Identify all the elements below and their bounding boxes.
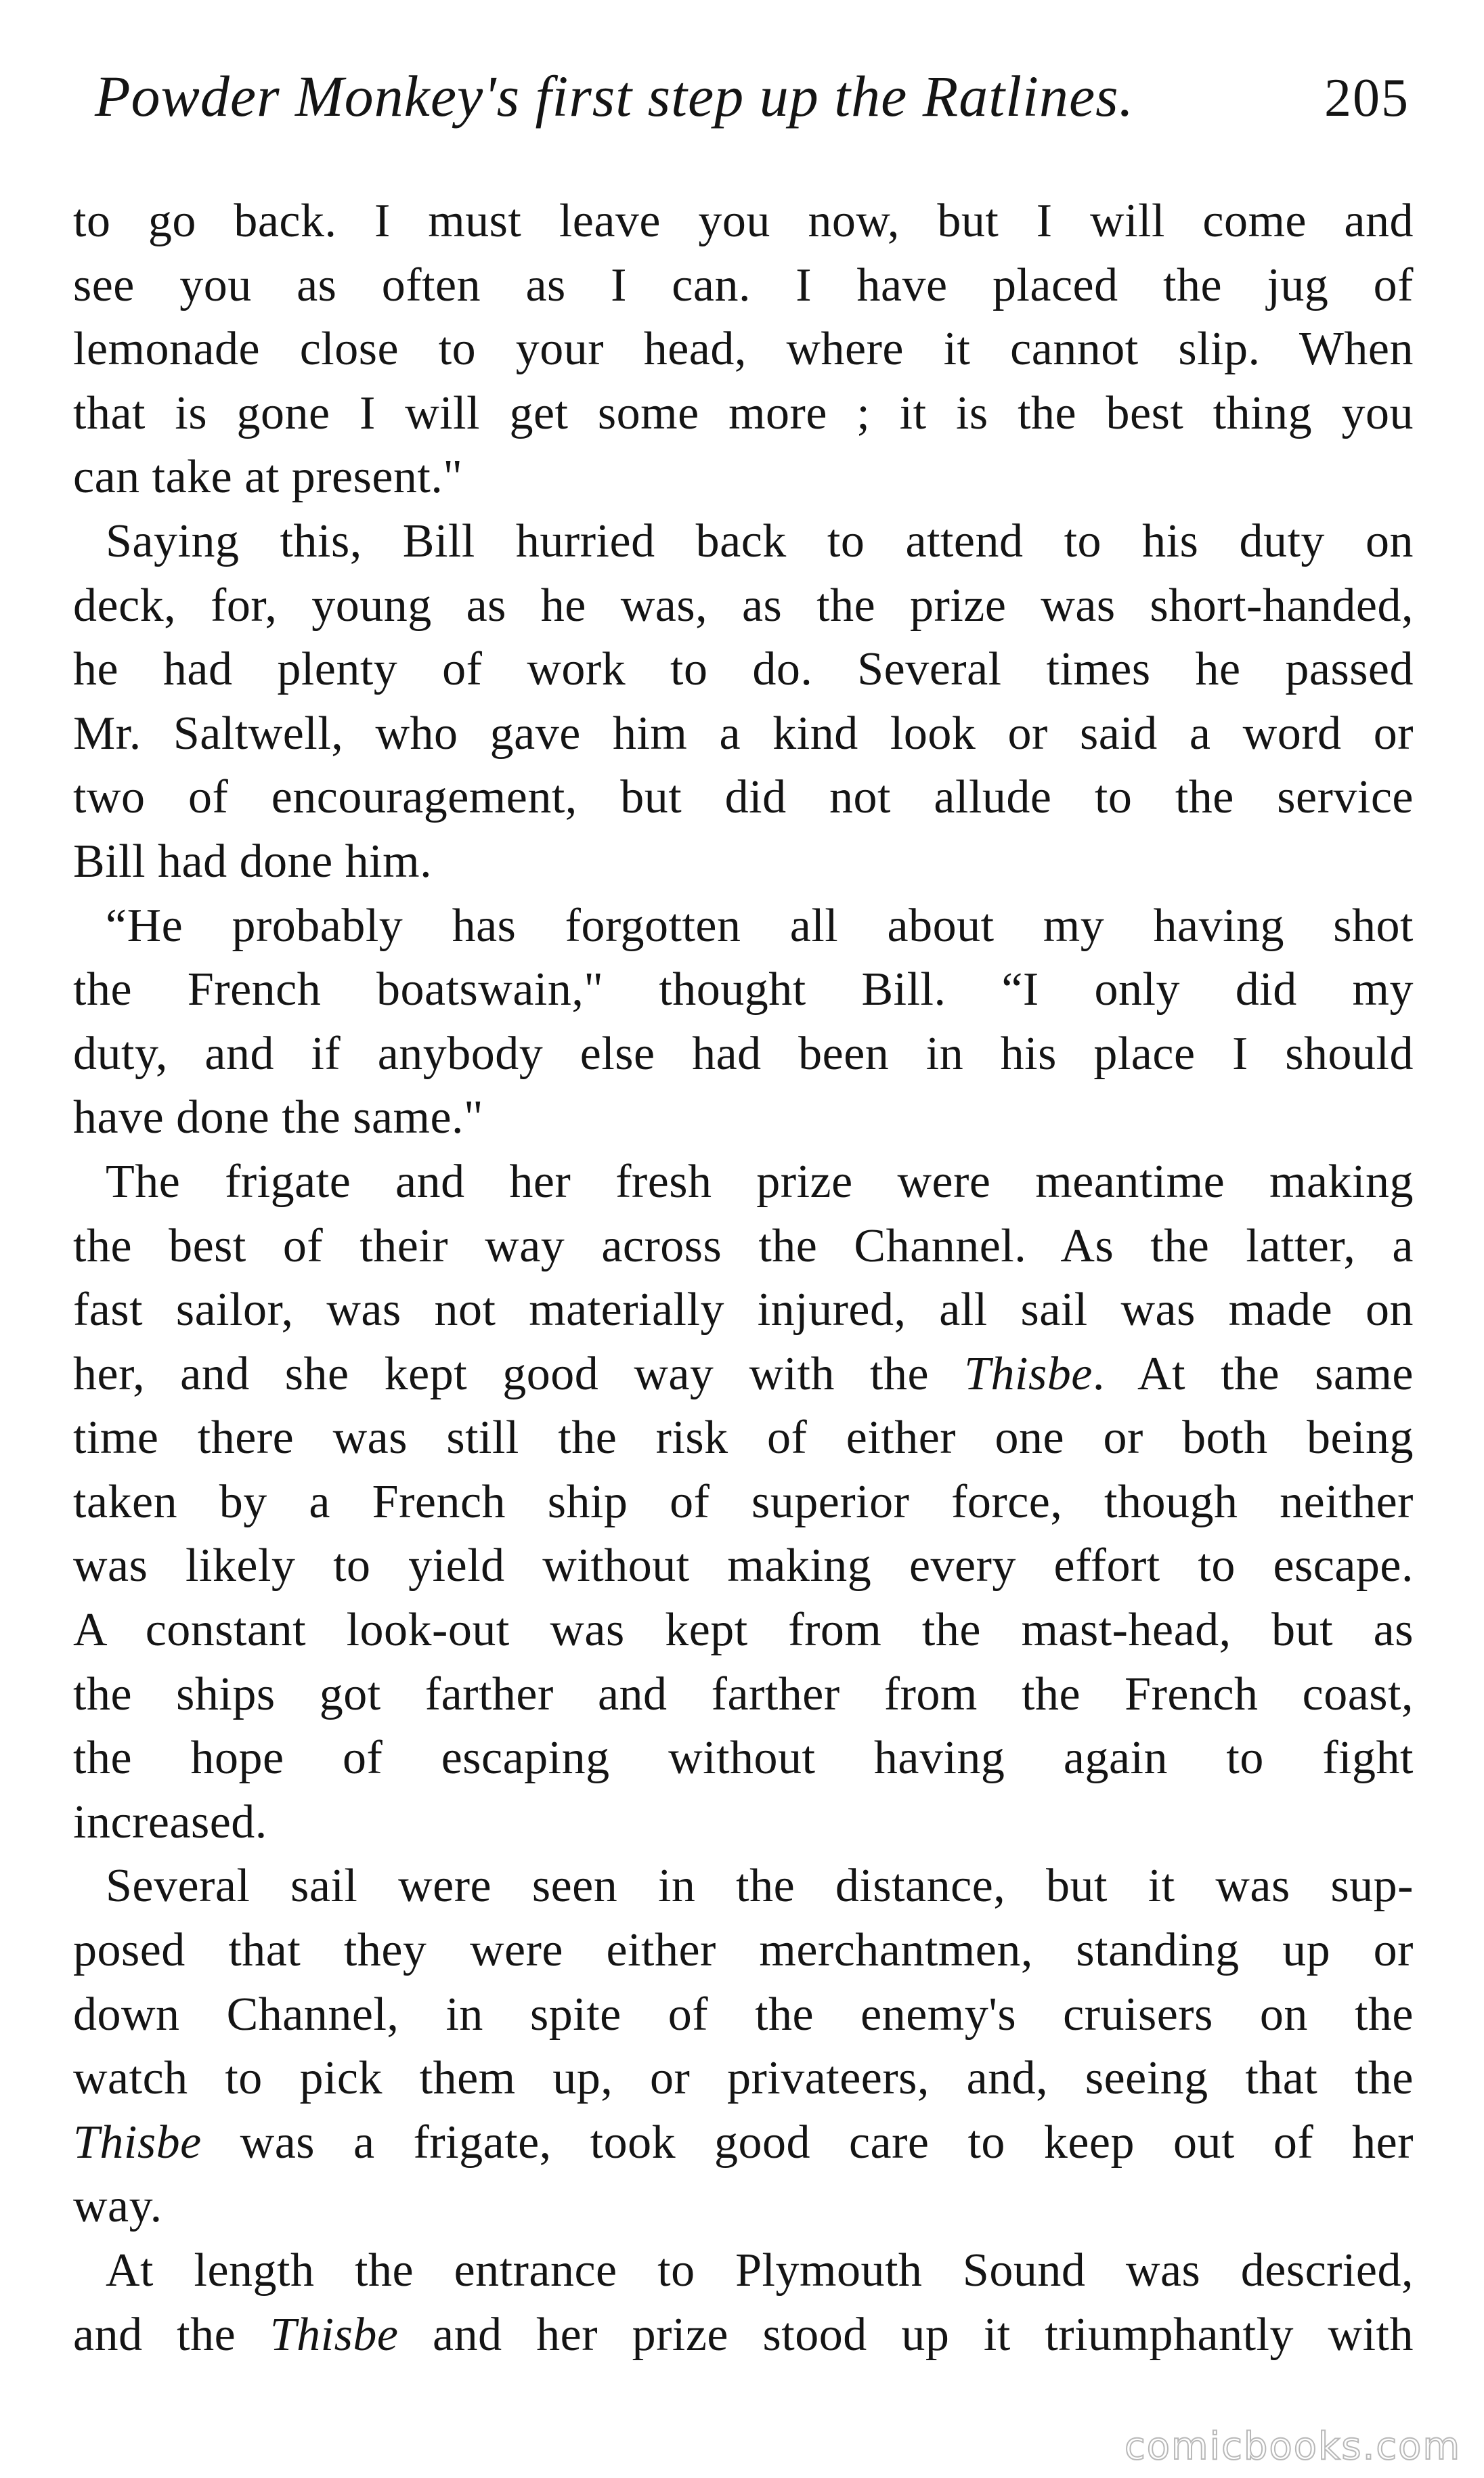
- text-line: taken by a French ship of superior force, though neither: [73, 1475, 1414, 1528]
- text-line: her, and she kept good way with the Thisbe. At the same: [73, 1347, 1414, 1400]
- text-line: to go back. I must leave you now, but I will come and: [73, 195, 1414, 247]
- text-line: lemonade close to your head, where it cannot slip. When: [73, 323, 1414, 376]
- text-line: Bill had done him.: [73, 835, 433, 888]
- ship-name: Thisbe: [964, 1347, 1093, 1400]
- text-line: the best of their way across the Channel. As the latter, a: [73, 1219, 1414, 1272]
- text-line: posed that they were either merchantmen, standing up or: [73, 1924, 1414, 1977]
- text-line: the hope of escaping without having again to fight: [73, 1732, 1414, 1785]
- text-line: Several sail were seen in the distance, but it was sup-: [106, 1860, 1414, 1913]
- text-line: can take at present.": [73, 451, 463, 504]
- text-line: two of encouragement, but did not allude to the service: [73, 771, 1414, 824]
- ship-name: Thisbe: [269, 2308, 399, 2361]
- text-line: see you as often as I can. I have placed the jug of: [73, 259, 1414, 311]
- text-line: the French boatswain," thought Bill. “I only did my: [73, 963, 1414, 1016]
- page-number: 205: [1324, 68, 1410, 128]
- text-line: A constant look-out was kept from the mast-head, but as: [73, 1604, 1414, 1657]
- text-line: that is gone I will get some more ; it is the best thing you: [73, 387, 1414, 439]
- text-line: was likely to yield without making every effort to escape.: [73, 1540, 1414, 1592]
- text-line: the ships got farther and farther from the French coast,: [73, 1668, 1414, 1720]
- text-line: Mr. Saltwell, who gave him a kind look or said a word or: [73, 707, 1414, 760]
- text-line: increased.: [73, 1796, 267, 1848]
- text-line: down Channel, in spite of the enemy's cruisers on the: [73, 1988, 1414, 2041]
- text-line: time there was still the risk of either one or both being: [73, 1412, 1414, 1464]
- body-text: [73, 190, 1414, 2367]
- text-line: Thisbe was a frigate, took good care to keep out of her: [73, 2116, 1414, 2169]
- text-line: way.: [73, 2180, 162, 2233]
- ship-name: Thisbe: [73, 2116, 202, 2169]
- text-line: “He probably has forgotten all about my having shot: [106, 899, 1414, 952]
- text-line: watch to pick them up, or privateers, and, seeing that the: [73, 2052, 1414, 2105]
- text-line: duty, and if anybody else had been in his place I should: [73, 1027, 1414, 1080]
- running-header: [95, 62, 1410, 144]
- running-title: Powder Monkey's first step up the Ratlines.: [95, 64, 1135, 129]
- text-line: have done the same.": [73, 1091, 484, 1144]
- watermark: comicbooks.com: [1124, 2425, 1461, 2469]
- text-line: At length the entrance to Plymouth Sound was descried,: [106, 2244, 1414, 2297]
- text-line: fast sailor, was not materially injured, all sail was made on: [73, 1284, 1414, 1336]
- text-line: he had plenty of work to do. Several times he passed: [73, 643, 1414, 696]
- text-line: and the Thisbe and her prize stood up it triumphantly with: [73, 2308, 1414, 2361]
- text-line: Saying this, Bill hurried back to attend to his duty on: [106, 515, 1414, 567]
- text-line: The frigate and her fresh prize were meantime making: [106, 1155, 1414, 1208]
- text-line: deck, for, young as he was, as the prize was short-handed,: [73, 579, 1414, 632]
